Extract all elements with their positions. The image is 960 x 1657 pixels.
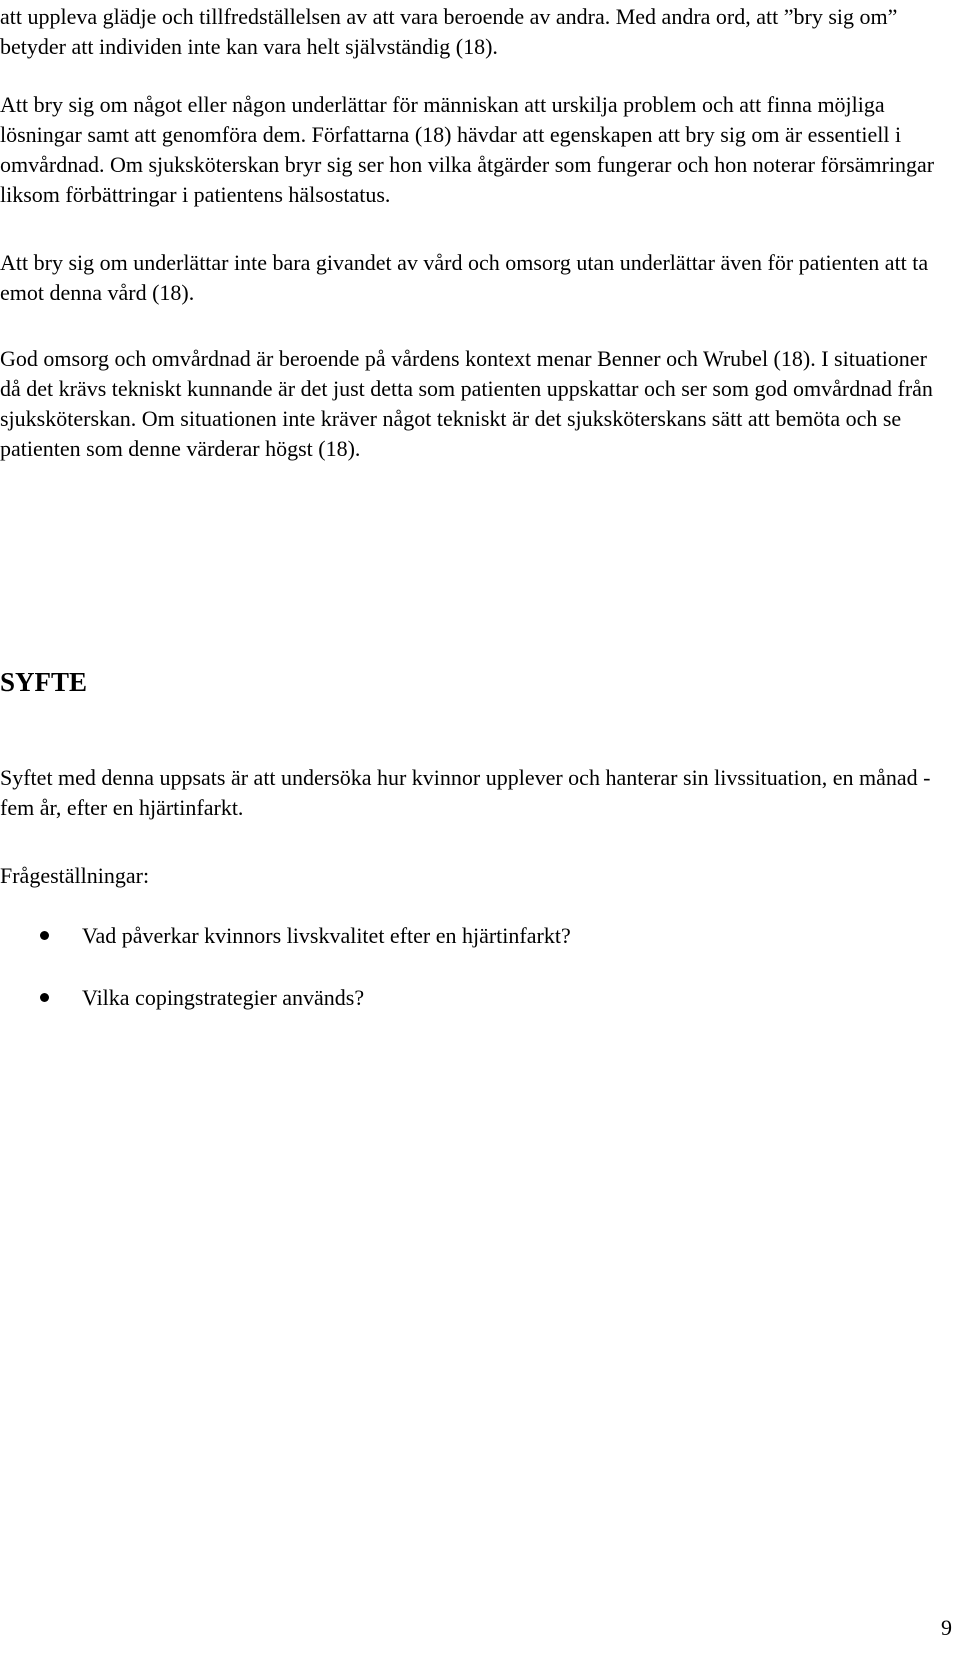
paragraph-caring-receiving: Att bry sig om underlättar inte bara givandet av vård och omsorg utan underlättar även för patienten att ta emot denna vård (18).	[0, 250, 929, 305]
questions-label: Frågeställningar:	[0, 863, 150, 888]
page-number: 9	[941, 1615, 952, 1640]
list-item	[0, 983, 944, 1013]
bullet-icon	[40, 993, 49, 1002]
section-heading-syfte: SYFTE	[0, 667, 88, 697]
paragraph-caring-problem-solving: Att bry sig om något eller någon underlättar för människan att urskilja problem och att finna möjliga lösningar samt att genomföra dem. Författarna (18) hävdar att egenskapen att bry sig om är essentiell i omvårdnad. Om sjuksköterskan bryr sig ser hon vilka åtgärder som fungerar och hon noterar försämringar liksom förbättringar i patientens hälsostatus.	[0, 92, 935, 207]
bullet-icon	[40, 931, 49, 940]
paragraph-aim: Syftet med denna uppsats är att undersöka hur kvinnor upplever och hanterar sin livssituation, en månad - fem år, efter en hjärtinfarkt.	[0, 765, 931, 820]
question-text: Vilka copingstrategier används?	[82, 985, 365, 1010]
question-text: Vad påverkar kvinnors livskvalitet efter en hjärtinfarkt?	[82, 923, 571, 948]
paragraph-intro-continuation: att uppleva glädje och tillfredställelsen av att vara beroende av andra. Med andra ord, att ”bry sig om” betyder att individen inte kan vara helt självständig (18).	[0, 4, 898, 59]
list-item	[0, 921, 944, 951]
questions-list	[0, 921, 944, 1045]
paragraph-context-benner-wrubel: God omsorg och omvårdnad är beroende på vårdens kontext menar Benner och Wrubel (18). I situationer då det krävs tekniskt kunnande är det just detta som patienten uppskattar och ser som god omvårdnad från sjuksköterskan. Om situationen inte kräver något tekniskt är det sjuksköterskans sätt att bemöta och se patienten som denne värderar högst (18).	[0, 346, 933, 461]
